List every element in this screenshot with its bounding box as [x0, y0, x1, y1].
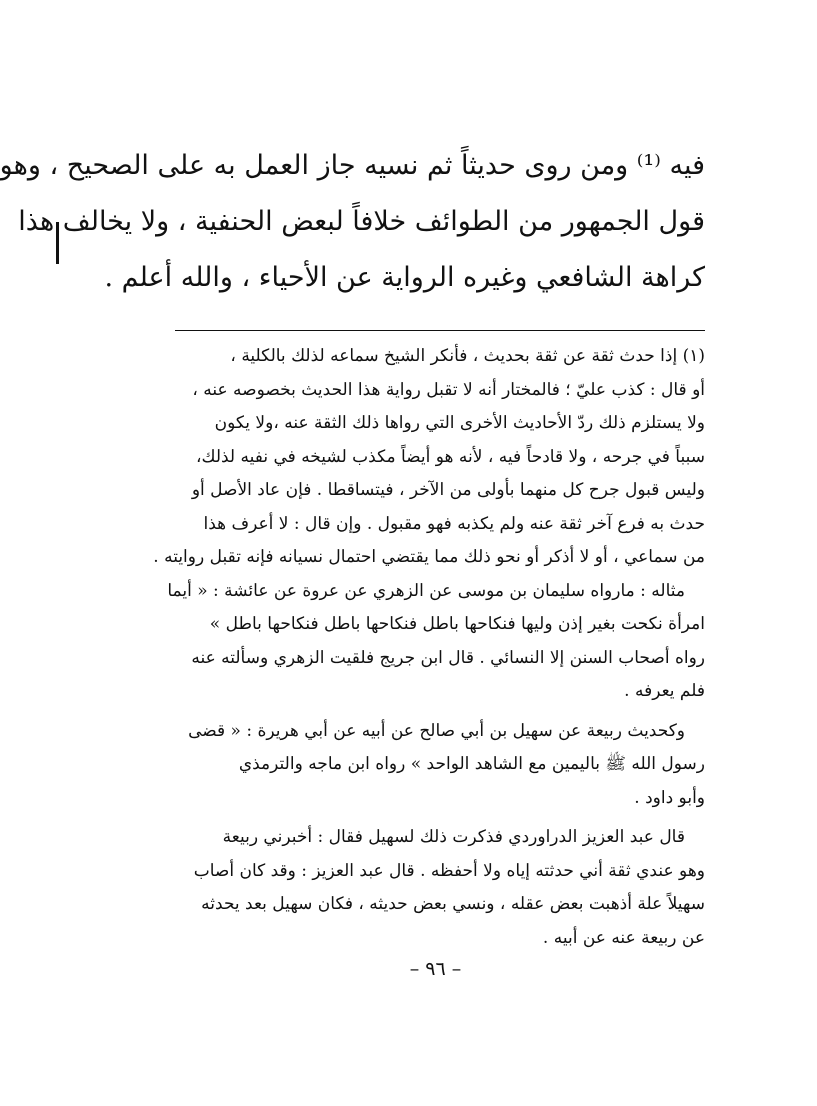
footnote-line: فلم يعرفه .	[624, 681, 705, 701]
footnote-line: عن ربيعة عنه عن أبيه .	[542, 927, 705, 948]
footnote-line: وأبو داود .	[634, 787, 705, 808]
main-text-line: فيه ⁽¹⁾ ومن روى حديثاً ثم نسيه جاز العمل به على الصحيح ، وهو	[0, 150, 705, 181]
footnote-block	[153, 340, 705, 955]
footnote-line: قال عبد العزيز الدراوردي فذكرت ذلك لسهيل فقال : أخبرني ربيعة	[222, 827, 685, 847]
footnote-line: امرأة نكحت بغير إذن وليها فنكاحها باطل فنكاحها باطل فنكاحها باطل »	[209, 614, 705, 634]
footnote-line: (١) إذا حدث ثقة عن ثقة بحديث ، فأنكر الشيخ سماعه لذلك بالكلية ،	[230, 346, 705, 366]
page-number: – ٩٦ –	[409, 958, 462, 980]
footnote-line: رسول الله ﷺ باليمين مع الشاهد الواحد » رواه ابن ماجه والترمذي	[238, 754, 705, 774]
footnote-line: من سماعي ، أو لا أذكر أو نحو ذلك مما يقتضي احتمال نسيانه فإنه تقبل روايته .	[153, 547, 705, 567]
footnote-line: أو قال : كذب عليّ ؛ فالمختار أنه لا تقبل رواية هذا الحديث بخصوصه عنه ،	[192, 379, 705, 400]
footnote-line: وهو عندي ثقة أني حدثته إياه ولا أحفظه . قال عبد العزيز : وقد كان أصاب	[193, 860, 705, 881]
footnote-line: سهيلاً علة أذهبت بعض عقله ، ونسي بعض حديثه ، فكان سهيل بعد يحدثه	[201, 894, 705, 914]
footnote-line: ولا يستلزم ذلك ردّ الأحاديث الأخرى التي رواها ذلك الثقة عنه ،ولا يكون	[214, 413, 705, 433]
main-text-line: قول الجمهور من الطوائف خلافاً لبعض الحنفية ، ولا يخالف هذا	[18, 206, 705, 237]
footnote-line: رواه أصحاب السنن إلا النسائي . قال ابن جريج فلقيت الزهري وسألته عنه	[191, 647, 705, 668]
main-text	[0, 138, 705, 306]
footnote-separator	[175, 330, 705, 331]
main-text-line: كراهة الشافعي وغيره الرواية عن الأحياء ، والله أعلم .	[104, 262, 705, 293]
footnote-line: مثاله : مارواه سليمان بن موسى عن الزهري عن عروة عن عائشة : « أيما	[167, 580, 685, 601]
footnote-line: سبباً في جرحه ، ولا قادحاً فيه ، لأنه هو أيضاً مكذب لشيخه في نفيه لذلك،	[196, 446, 705, 467]
footnote-line: وكحديث ربيعة عن سهيل بن أبي صالح عن أبيه عن أبي هريرة : « قضى	[188, 720, 685, 741]
footnote-line: حدث به فرع آخر ثقة عنه ولم يكذبه فهو مقبول . وإن قال : لا أعرف هذا	[203, 513, 705, 534]
footnote-line: وليس قبول جرح كل منهما بأولى من الآخر ، فيتساقطا . فإن عاد الأصل أو	[191, 480, 705, 500]
